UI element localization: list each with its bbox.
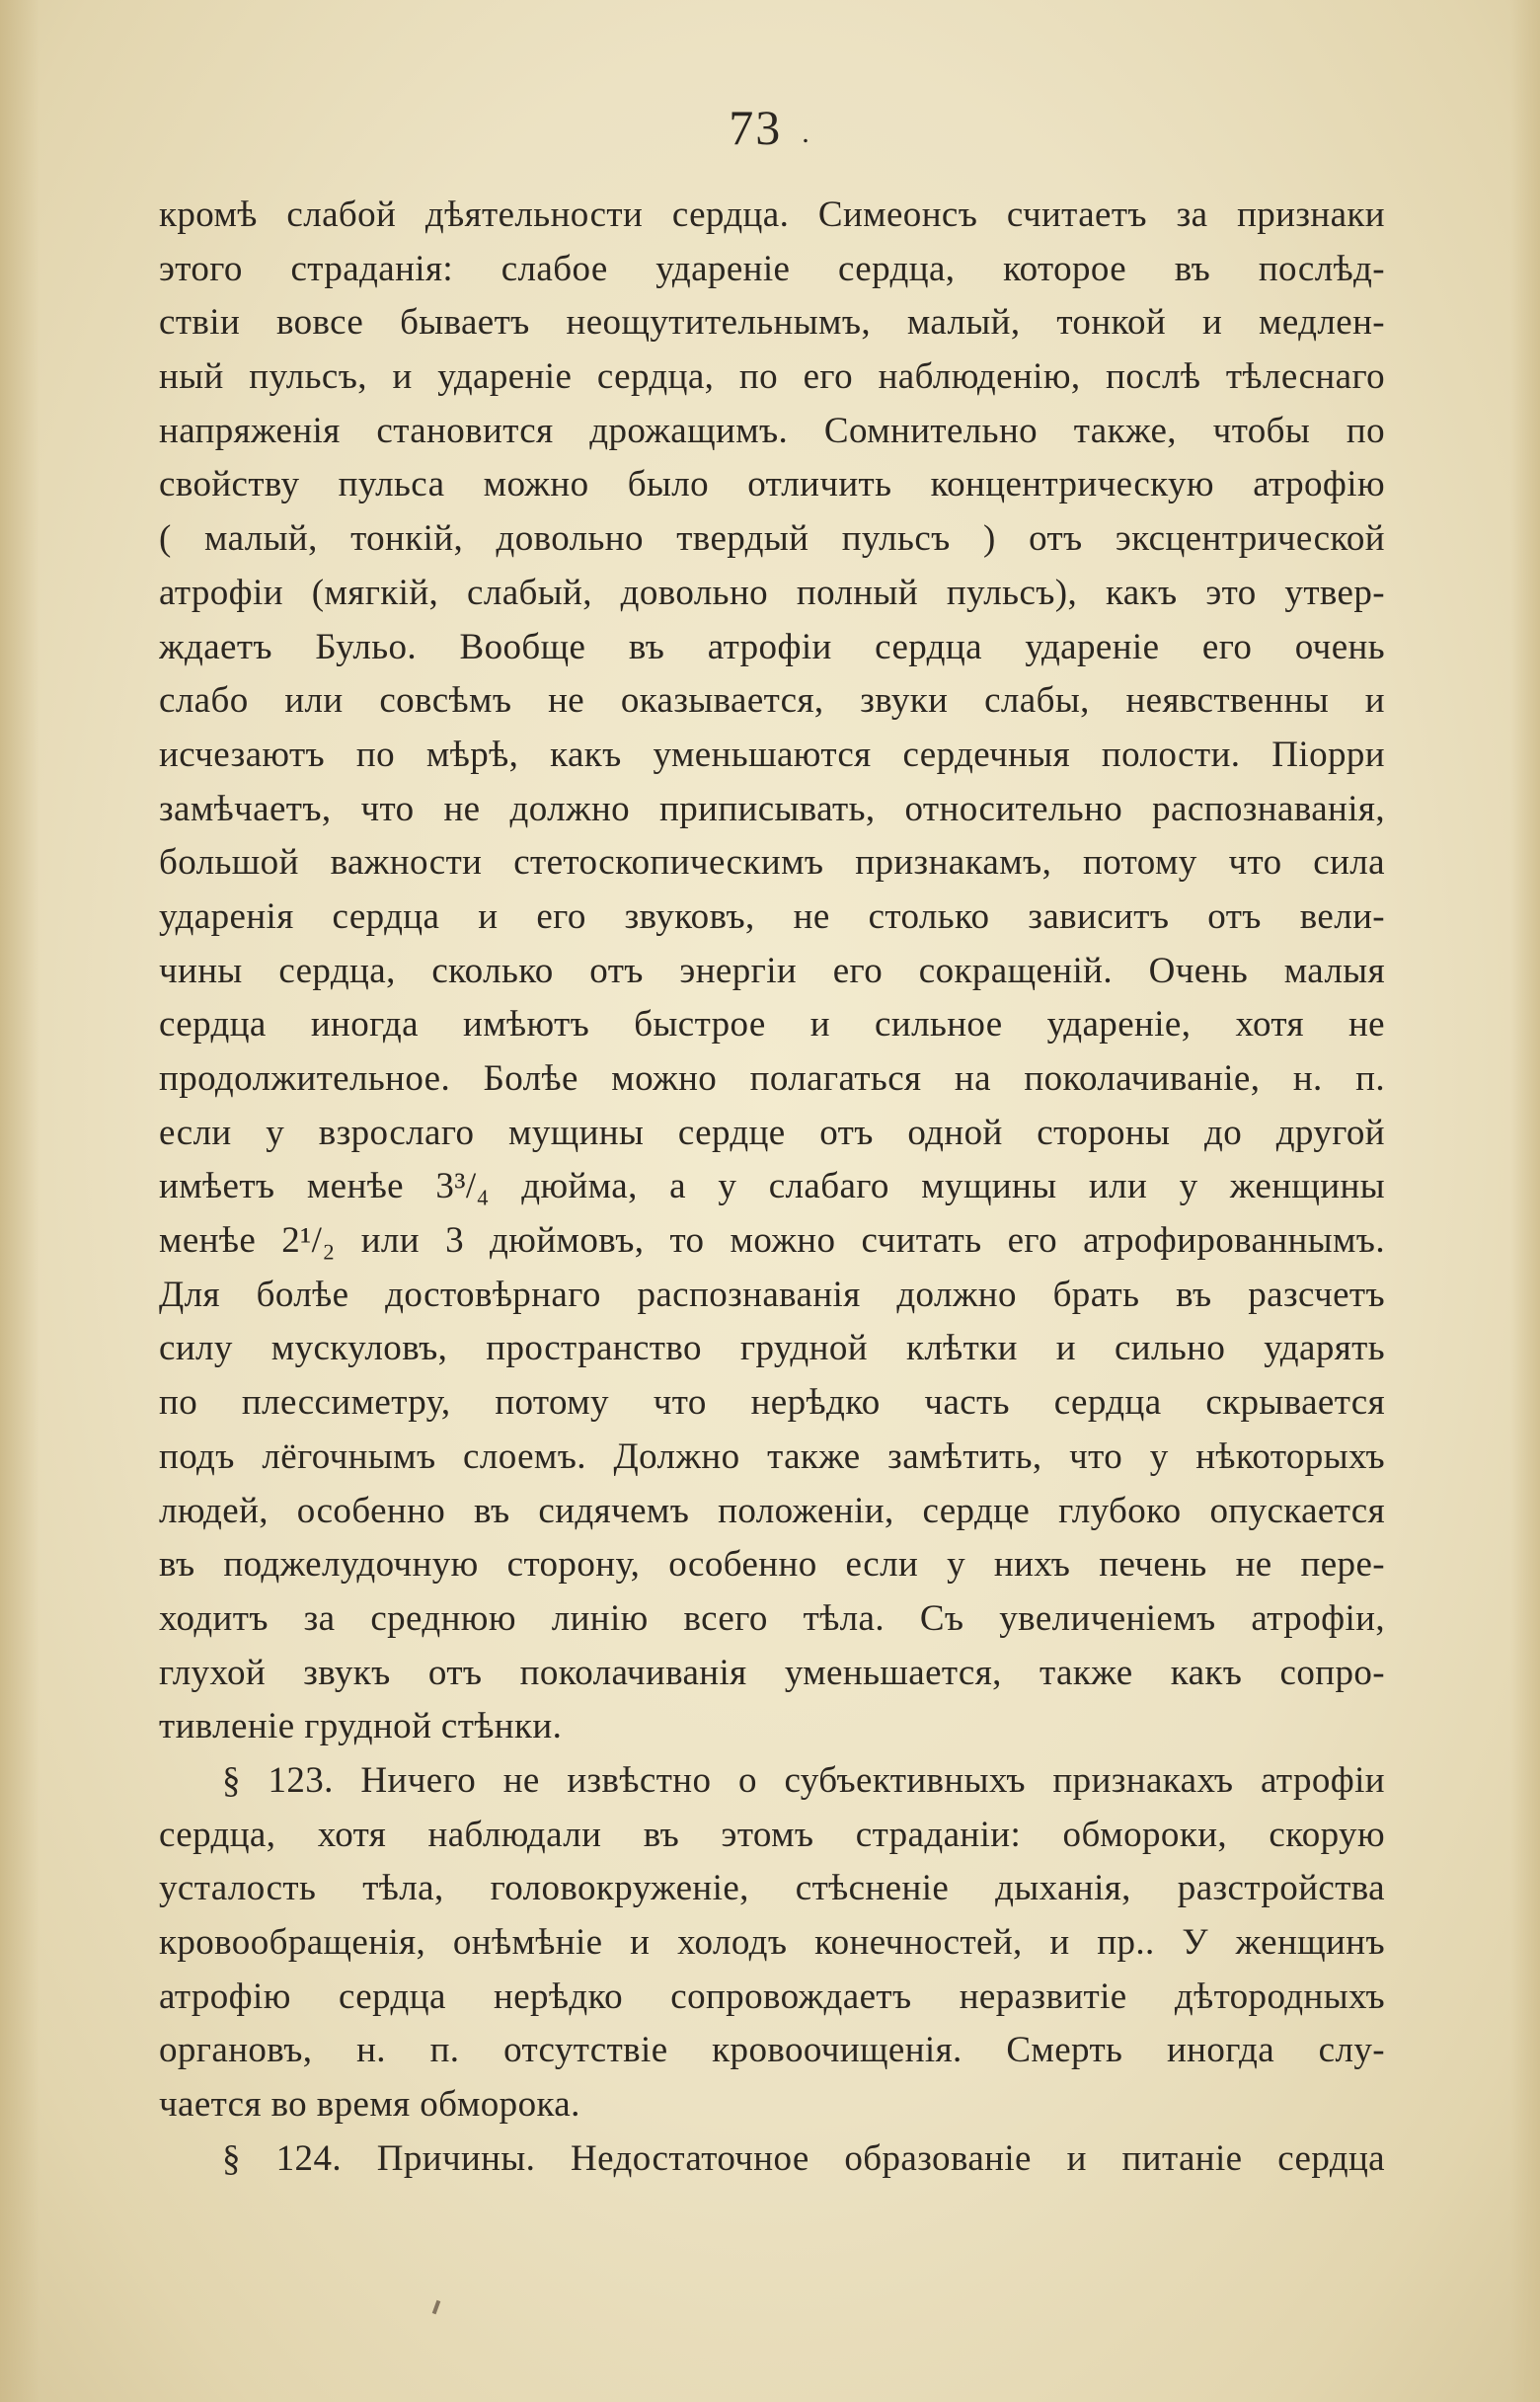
text-line: кровообращенія, онѣмѣніе и холодъ конечностей, и пр.. У женщинъ <box>159 1922 1385 1963</box>
text-line: подъ лёгочнымъ слоемъ. Должно также замѣтить, что у нѣкоторыхъ <box>159 1435 1385 1477</box>
text-line: атрофію сердца нерѣдко сопровождаетъ неразвитіе дѣтородныхъ <box>159 1976 1385 2017</box>
text-line: ный пульсъ, и удареніе сердца, по его наблюденію, послѣ тѣлеснаго <box>159 356 1385 398</box>
text-line: напряженія становится дрожащимъ. Сомнительно также, чтобы по <box>159 410 1385 451</box>
page-number <box>0 99 1540 156</box>
text-line: ствіи вовсе бываетъ неощутительнымъ, малый, тонкой и медлен- <box>159 302 1385 344</box>
text-line: свойству пульса можно было отличить концентрическую атрофію <box>159 464 1385 505</box>
text-line: тивленіе грудной стѣнки. <box>159 1706 563 1747</box>
text-line: силу мускуловъ, пространство грудной клѣтки и сильно ударять <box>159 1328 1385 1369</box>
text-line: усталость тѣла, головокруженіе, стѣсненіе дыханія, разстройства <box>159 1868 1385 1909</box>
text-line: сердца, хотя наблюдали въ этомъ страданіи: обмороки, скорую <box>159 1814 1385 1855</box>
text-line: органовъ, н. п. отсутствіе кровоочищенія. Смерть иногда слу- <box>159 2030 1385 2071</box>
text-line: продолжительное. Болѣе можно полагаться на поколачиваніе, н. п. <box>159 1058 1385 1099</box>
page-number-mark: . <box>802 116 811 149</box>
text-line: атрофіи (мягкій, слабый, довольно полный пульсъ), какъ это утвер- <box>159 572 1385 613</box>
text-line: менѣе 2¹/₂ или 3 дюймовъ, то можно считать его атрофированнымъ. <box>159 1220 1385 1262</box>
text-line: глухой звукъ отъ поколачиванія уменьшается, также какъ сопро- <box>159 1652 1385 1693</box>
text-line: большой важности стетоскопическимъ признакамъ, потому что сила <box>159 842 1385 884</box>
text-line: по плессиметру, потому что нерѣдко часть сердца скрывается <box>159 1382 1385 1424</box>
text-line: слабо или совсѣмъ не оказывается, звуки слабы, неявственны и <box>159 680 1385 722</box>
text-line: людей, особенно въ сидячемъ положеніи, сердце глубоко опускается <box>159 1490 1385 1531</box>
text-line: чается во время обморока. <box>159 2084 580 2126</box>
text-line: ждаетъ Бульо. Вообще въ атрофіи сердца удареніе его очень <box>159 626 1385 667</box>
text-line: чины сердца, сколько отъ энергіи его сокращеній. Очень малыя <box>159 950 1385 991</box>
text-line: ударенія сердца и его звуковъ, не столько зависитъ отъ вели- <box>159 895 1385 937</box>
text-line: Для болѣе достовѣрнаго распознаванія должно брать въ разсчетъ <box>159 1274 1385 1315</box>
body-text <box>159 189 1385 2186</box>
ink-speck <box>432 2300 441 2315</box>
text-line: въ поджелудочную сторону, особенно если у нихъ печень не пере- <box>159 1544 1385 1586</box>
text-line: если у взрослаго мущины сердце отъ одной стороны до другой <box>159 1112 1385 1153</box>
text-line: этого страданія: слабое удареніе сердца, которое въ послѣд- <box>159 248 1385 289</box>
text-line: ходитъ за среднюю линію всего тѣла. Съ увеличеніемъ атрофіи, <box>159 1597 1385 1639</box>
text-line: ( малый, тонкій, довольно твердый пульсъ ) отъ эксцентрической <box>159 518 1385 560</box>
text-line: § 124. Причины. Недостаточное образованіе и питаніе сердца <box>222 2137 1385 2179</box>
page-number-value: 73 <box>729 100 783 155</box>
text-line: § 123. Ничего не извѣстно о субъективныхъ признакахъ атрофіи <box>222 1759 1385 1801</box>
text-line: исчезаютъ по мѣрѣ, какъ уменьшаются сердечныя полости. Піорри <box>159 734 1385 775</box>
text-line: замѣчаетъ, что не должно приписывать, относительно распознаванія, <box>159 788 1385 829</box>
text-line: сердца иногда имѣютъ быстрое и сильное удареніе, хотя не <box>159 1004 1385 1046</box>
text-line: имѣетъ менѣе 3³/₄ дюйма, а у слабаго мущины или у женщины <box>159 1166 1385 1207</box>
text-line: кромѣ слабой дѣятельности сердца. Симеонсъ считаетъ за признаки <box>159 194 1385 235</box>
